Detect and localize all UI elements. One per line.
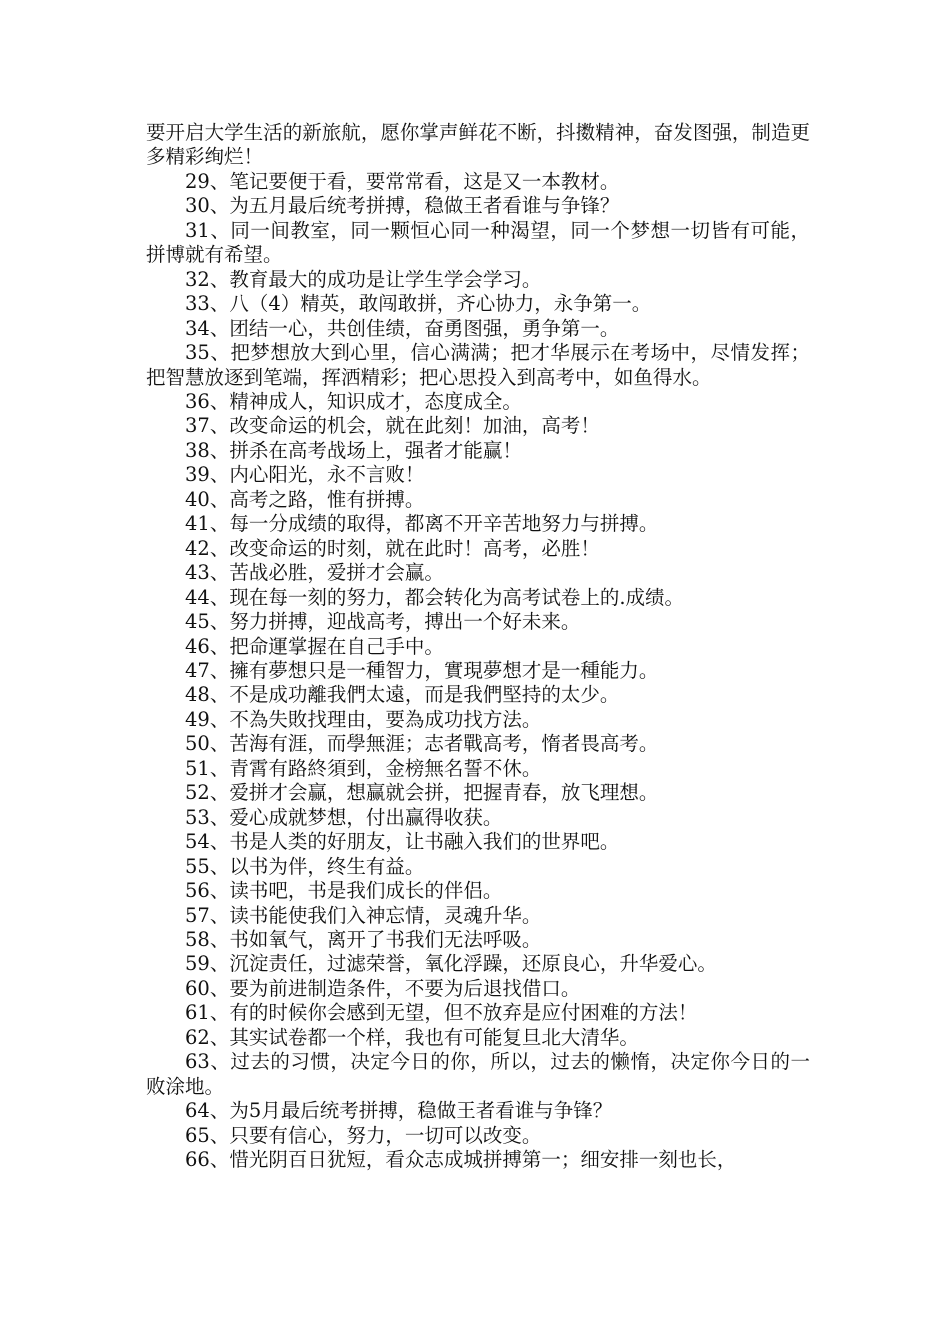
paragraph-38: 38、拼杀在高考战场上，强者才能赢！	[185, 438, 522, 462]
paragraph-46: 46、把命運掌握在自己手中。	[185, 634, 444, 658]
paragraph-35: 35、把梦想放大到心里，信心满满；把才华展示在考场中，尽情发挥；把智慧放逐到笔端，挥洒精彩；把心思投入到高考中，如鱼得水。	[146, 341, 810, 389]
paragraph-64: 64、为5月最后统考拼搏，稳做王者看谁与争锋？	[185, 1099, 613, 1123]
paragraph-42: 42、改变命运的时刻，就在此时！高考，必胜！	[185, 536, 600, 560]
paragraph-49: 49、不為失敗找理由，要為成功找方法。	[185, 707, 542, 731]
paragraph-45: 45、努力拼搏，迎战高考，搏出一个好未来。	[185, 610, 581, 634]
paragraph-32: 32、教育最大的成功是让学生学会学习。	[185, 267, 542, 291]
paragraph-33: 33、八（4）精英，敢闯敢拼，齐心协力，永争第一。	[185, 292, 652, 316]
document-body	[146, 121, 810, 1172]
paragraph-63: 63、过去的习惯，决定今日的你，所以，过去的懒惰，决定你今日的一败涂地。	[146, 1050, 810, 1098]
paragraph-31: 31、同一间教室，同一颗恒心同一种渴望，同一个梦想一切皆有可能，拼博就有希望。	[146, 218, 810, 267]
paragraph-43: 43、苦战必胜，爱拼才会赢。	[185, 561, 444, 585]
paragraph-37: 37、改变命运的机会，就在此刻！加油，高考！	[185, 414, 600, 438]
paragraph-30: 30、为五月最后统考拼搏，稳做王者看谁与争锋？	[185, 194, 620, 218]
paragraph-54: 54、书是人类的好朋友，让书融入我们的世界吧。	[185, 830, 620, 854]
paragraph-56: 56、读书吧，书是我们成长的伴侣。	[185, 879, 503, 903]
paragraph-41: 41、每一分成绩的取得，都离不开辛苦地努力与拼搏。	[185, 512, 659, 536]
paragraph-61: 61、有的时候你会感到无望，但不放弃是应付困难的方法！	[185, 1001, 698, 1025]
paragraph-50: 50、苦海有涯，而學無涯；志者戰高考，惰者畏高考。	[185, 732, 659, 756]
paragraph-36: 36、精神成人，知识成才，态度成全。	[185, 389, 522, 413]
paragraph-59: 59、沉淀责任，过滤荣誉，氧化浮躁，还原良心，升华爱心。	[185, 952, 717, 976]
paragraph-51: 51、青霄有路終須到，金榜無名誓不休。	[185, 756, 542, 780]
paragraph-29: 29、笔记要便于看，要常常看，这是又一本教材。	[185, 169, 620, 193]
paragraph-continuation: 要开启大学生活的新旅航，愿你掌声鲜花不断，抖擞精神，奋发图强，制造更多精彩绚烂！	[146, 121, 810, 169]
paragraph-65: 65、只要有信心，努力，一切可以改变。	[185, 1123, 542, 1147]
paragraph-47: 47、擁有夢想只是一種智力，實現夢想才是一種能力。	[185, 658, 659, 682]
paragraph-34: 34、团结一心，共创佳绩，奋勇图强，勇争第一。	[185, 316, 620, 340]
paragraph-57: 57、读书能使我们入神忘情，灵魂升华。	[185, 903, 542, 927]
paragraph-66: 66、惜光阴百日犹短，看众志成城拼搏第一；细安排一刻也长，	[185, 1148, 737, 1172]
paragraph-62: 62、其实试卷都一个样，我也有可能复旦北大清华。	[185, 1025, 639, 1049]
paragraph-55: 55、以书为伴，终生有益。	[185, 854, 425, 878]
paragraph-48: 48、不是成功離我們太遠，而是我們堅持的太少。	[185, 683, 620, 707]
paragraph-40: 40、高考之路，惟有拼搏。	[185, 487, 425, 511]
paragraph-58: 58、书如氧气，离开了书我们无法呼吸。	[185, 927, 542, 951]
paragraph-39: 39、内心阳光，永不言败！	[185, 463, 425, 487]
paragraph-53: 53、爱心成就梦想，付出赢得收获。	[185, 805, 503, 829]
paragraph-60: 60、要为前进制造条件，不要为后退找借口。	[185, 976, 581, 1000]
paragraph-44: 44、现在每一刻的努力，都会转化为高考试卷上的.成绩。	[185, 585, 685, 609]
paragraph-52: 52、爱拼才会赢，想赢就会拼，把握青春，放飞理想。	[185, 781, 659, 805]
